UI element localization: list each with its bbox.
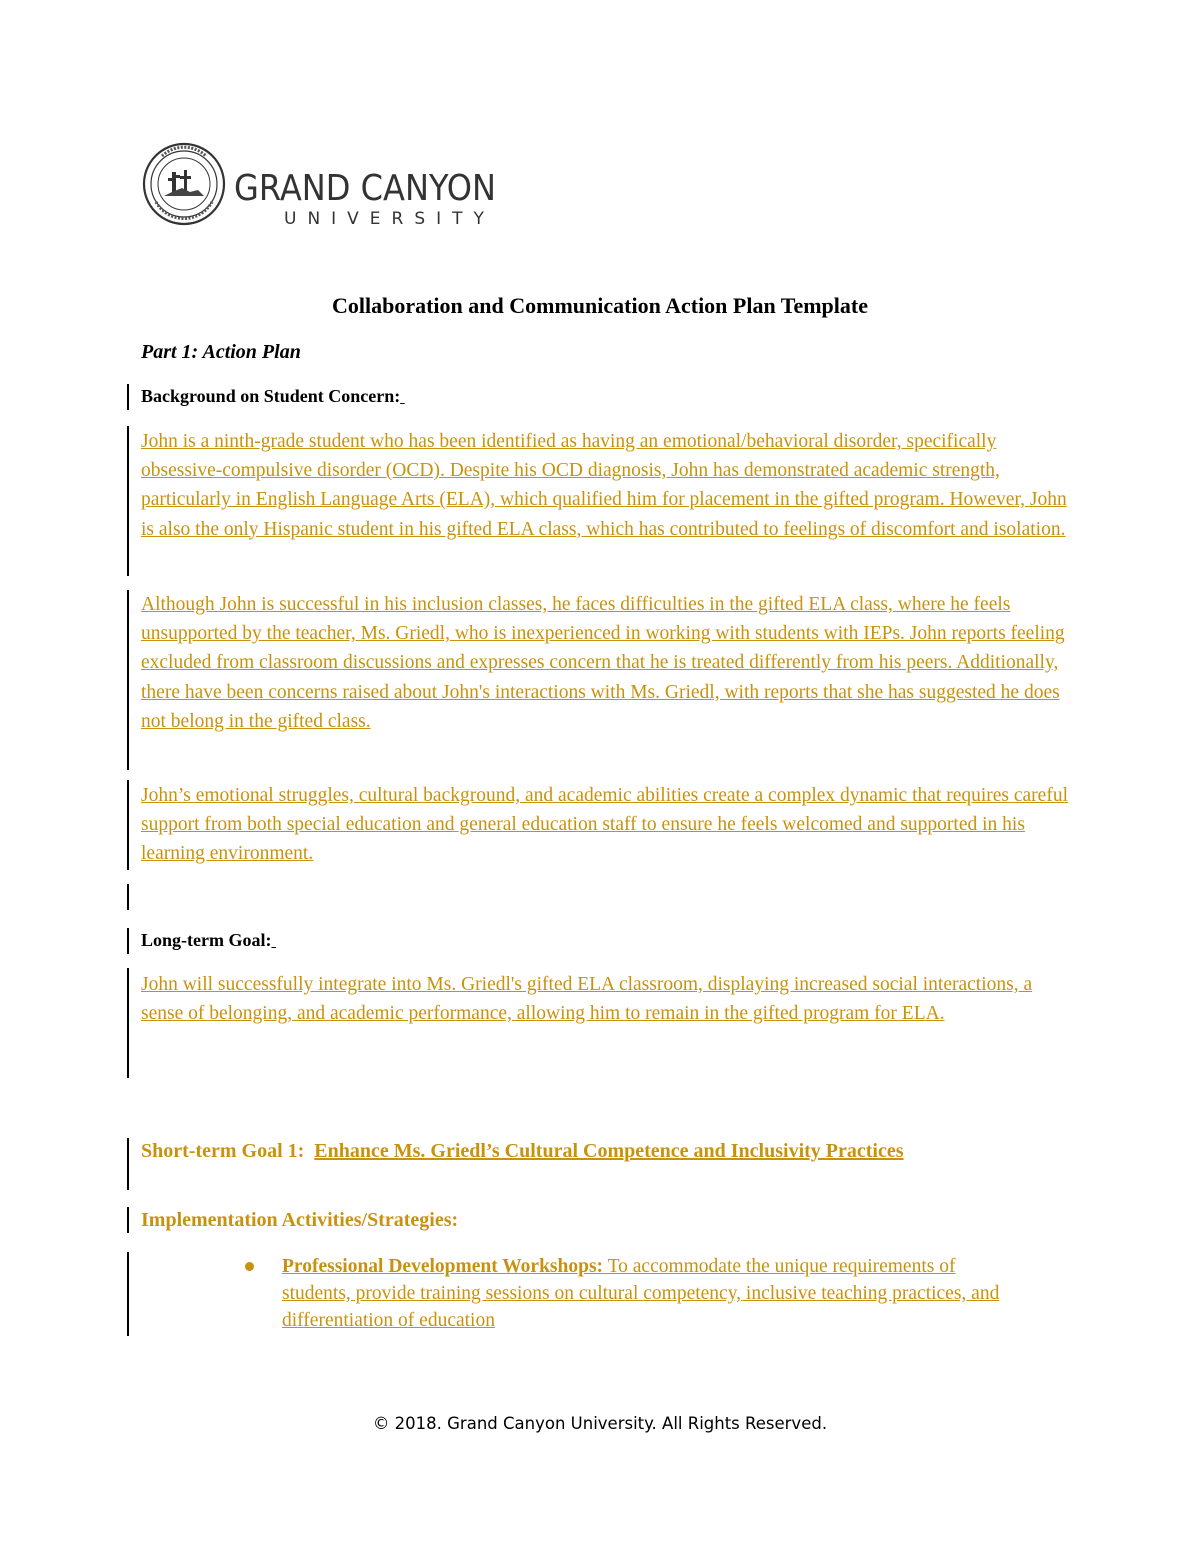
university-wordmark — [232, 142, 502, 226]
bullet-text — [245, 1253, 1025, 1334]
inserted-space — [400, 386, 405, 406]
document-title: Collaboration and Communication Action Plan Template — [331, 293, 868, 318]
university-logo — [142, 142, 502, 226]
change-bar — [127, 384, 129, 410]
change-bar — [127, 590, 129, 770]
bullet-body: To accommodate the unique requirements of students, provide training sessions on cultural competency, inclusive teaching practices, and differentiation of education — [282, 1256, 1000, 1331]
change-bar — [127, 1138, 129, 1190]
change-bar — [127, 426, 129, 576]
bullet-heading: Professional Development Workshops: — [282, 1256, 604, 1277]
implementation-list-item — [245, 1253, 1025, 1334]
change-bar — [127, 928, 129, 954]
long-term-goal-text: John will successfully integrate into Ms. Griedl's gifted ELA classroom, displaying increased social interactions, a sense of belonging, and academic performance, allowing him to remain in the gifted program for ELA. — [141, 974, 1033, 1025]
logo-wordmark: GRAND CANYON — [234, 168, 496, 209]
background-label-text: Background on Student Concern: — [141, 386, 401, 406]
background-paragraph: John is a ninth-grade student who has been identified as having an emotional/behavioral disorder, specifically obsessive-compulsive disorder (OCD). Despite his OCD diagnosis, John has demonstrated academic strength, particularly in English Language Arts (ELA), which qualified him for placement in the gifted program. However, John is also the only Hispanic student in his gifted ELA class, which has contributed to feelings of discomfort and isolation. — [141, 431, 1067, 540]
part-title: Part 1: Action Plan — [141, 341, 301, 363]
change-bar — [127, 1252, 129, 1336]
copyright-footer: © 2018. Grand Canyon University. All Rights Reserved. — [372, 1414, 828, 1433]
long-term-goal-label-text: Long-term Goal: — [141, 930, 272, 950]
short-term-goal-heading — [141, 1140, 904, 1163]
inserted-space — [271, 930, 276, 950]
background-paragraph: Although John is successful in his inclusion classes, he faces difficulties in the gifted ELA class, where he feels unsupported by the teacher, Ms. Griedl, who is inexperienced in working with students with IEPs. John reports feeling excluded from classroom discussions and expresses concern that he is treated differently from his peers. Additionally, there have been concerns raised about John's interactions with Ms. Griedl, with reports that she has suggested he does not belong in the gifted class. — [141, 594, 1065, 732]
long-term-goal-label — [141, 930, 276, 951]
background-label — [141, 386, 405, 407]
change-bar — [127, 884, 129, 910]
short-term-goal-label: Short-term Goal 1: — [141, 1140, 305, 1162]
change-bar — [127, 780, 129, 870]
change-bar — [127, 1207, 129, 1233]
background-paragraph: John’s emotional struggles, cultural background, and academic abilities create a complex dynamic that requires careful support from both special education and general education staff to ensure he feels welcomed and supported in his learning environment. — [141, 785, 1068, 865]
short-term-goal-title: Enhance Ms. Griedl’s Cultural Competence and Inclusivity Practices — [314, 1140, 904, 1162]
logo-subtitle: UNIVERSITY — [284, 209, 495, 226]
change-bar — [127, 968, 129, 1078]
implementation-label: Implementation Activities/Strategies: — [141, 1209, 459, 1231]
university-seal-icon — [142, 142, 226, 226]
